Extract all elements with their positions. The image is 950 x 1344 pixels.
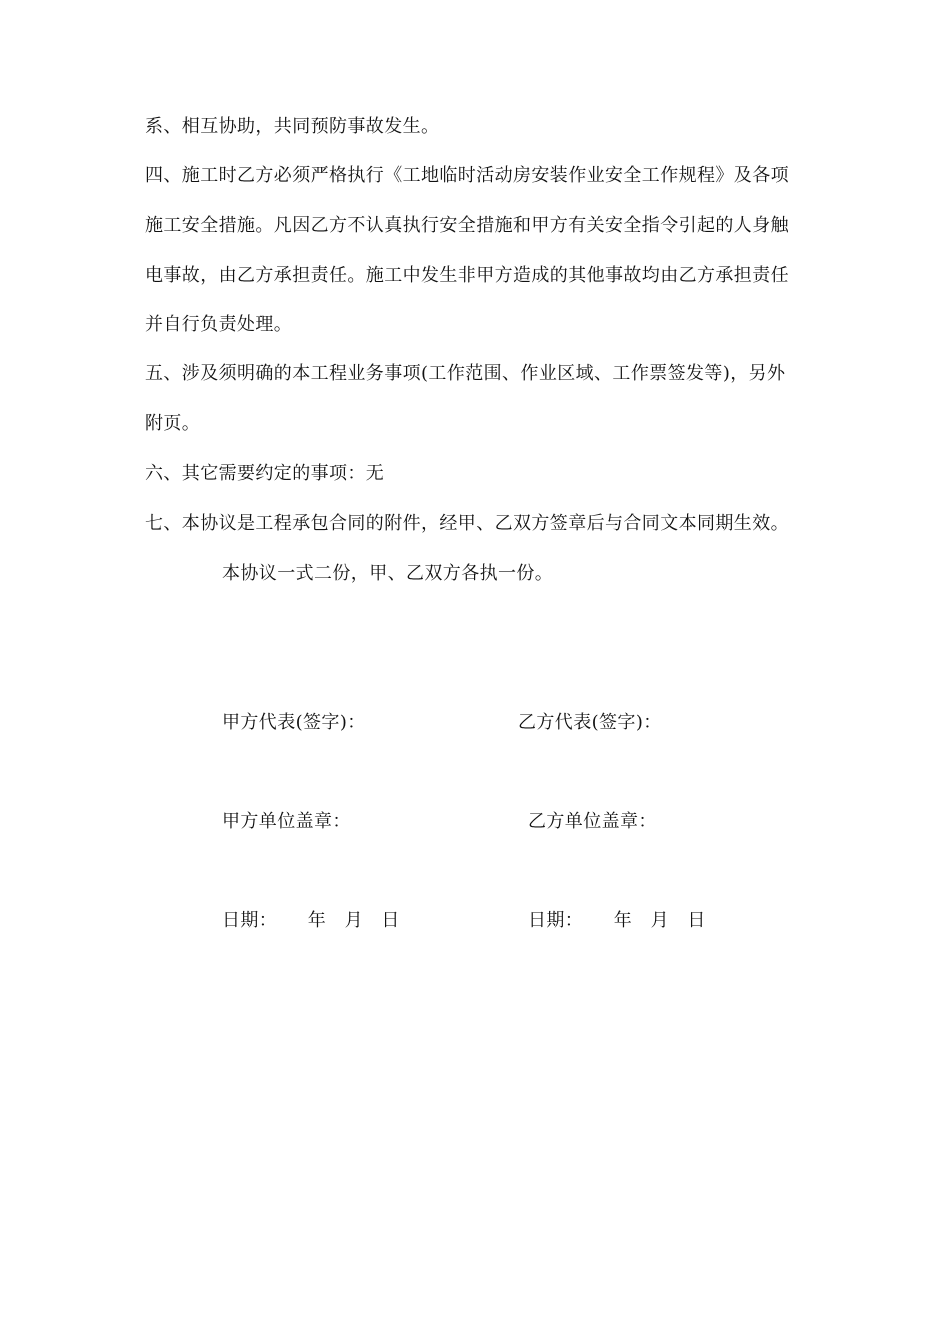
paragraph-line: 并自行负责处理。 [145,314,293,335]
party-b-rep-label: 乙方代表(签字)： [518,712,662,733]
paragraph-line: 四、施工时乙方必须严格执行《工地临时活动房安装作业安全工作规程》及各项 [145,165,789,186]
party-b-date-label: 日期： 年 月 日 [528,910,706,931]
party-a-seal-label: 甲方单位盖章： [222,811,351,832]
paragraph-line: 施工安全措施。凡因乙方不认真执行安全措施和甲方有关安全指令引起的人身触 [145,215,789,236]
party-b-seal-label: 乙方单位盖章： [528,811,657,832]
party-a-date-label: 日期： 年 月 日 [222,910,400,931]
paragraph-line: 电事故，由乙方承担责任。施工中发生非甲方造成的其他事故均由乙方承担责任 [145,265,789,286]
party-a-rep-label: 甲方代表(签字)： [222,712,366,733]
paragraph-line: 七、本协议是工程承包合同的附件，经甲、乙双方签章后与合同文本同期生效。 [145,513,789,534]
copies-note: 本协议一式二份，甲、乙双方各执一份。 [222,563,554,584]
paragraph-line: 系、相互协助，共同预防事故发生。 [145,116,440,137]
paragraph-line: 五、涉及须明确的本工程业务事项(工作范围、作业区域、工作票签发等)，另外 [145,363,786,384]
paragraph-line: 附页。 [145,413,201,434]
paragraph-line: 六、其它需要约定的事项：无 [145,463,385,484]
